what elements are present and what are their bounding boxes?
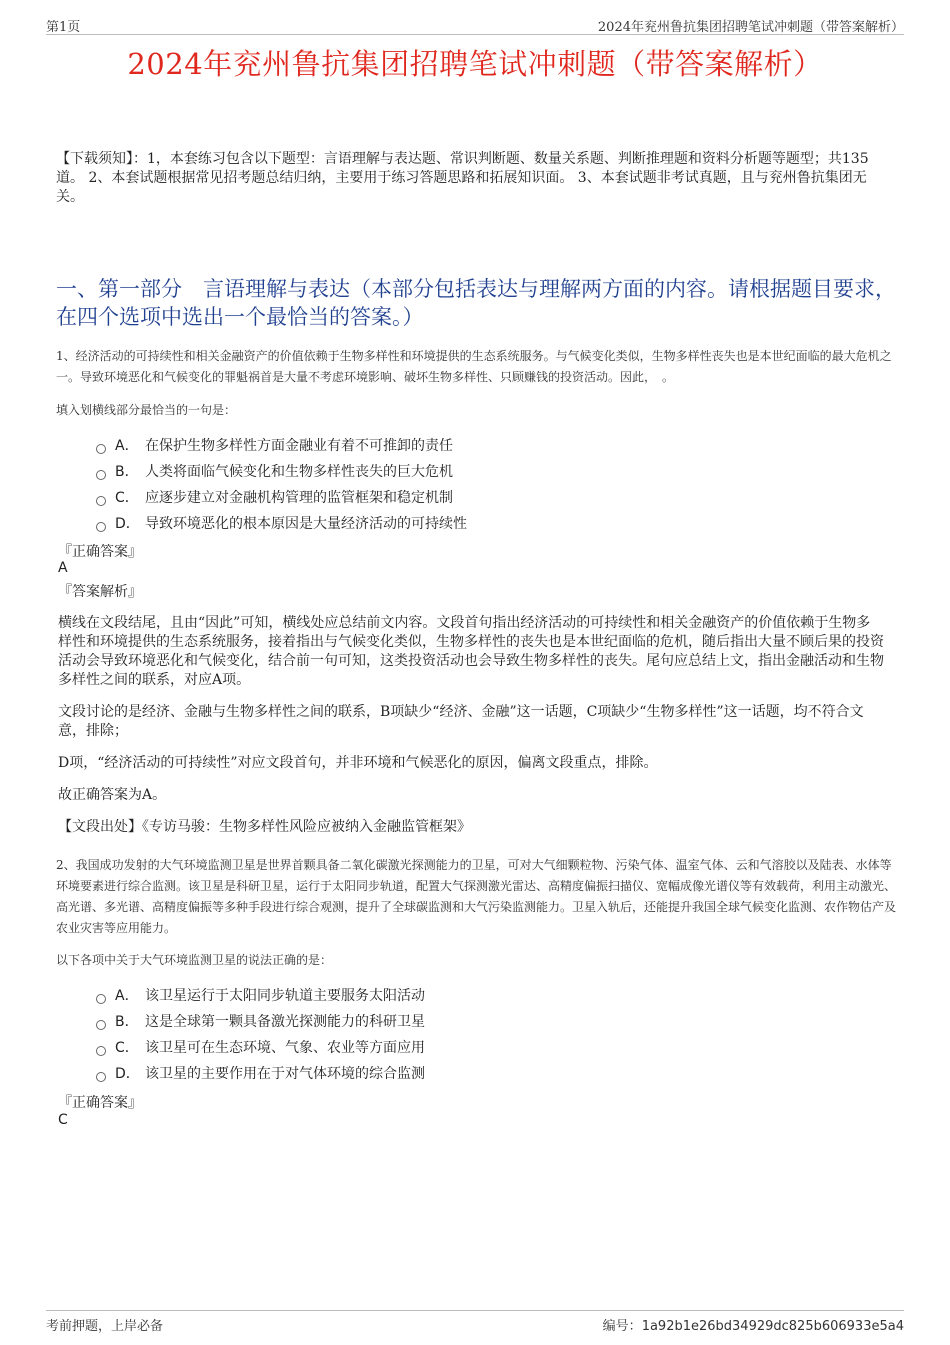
radio-icon[interactable]: [96, 1046, 106, 1056]
question-2-option-b[interactable]: B． 这是全球第一颗具备激光探测能力的科研卫星: [96, 1009, 425, 1035]
page-header: [46, 14, 904, 35]
question-1-option-b[interactable]: B． 人类将面临气候变化和生物多样性丧失的巨大危机: [96, 459, 467, 485]
question-2-answer-label: 『正确答案』: [58, 1095, 142, 1111]
download-notice: 【下载须知】：1，本套练习包含以下题型：言语理解与表达题、常识判断题、数量关系题、判断推理题和资料分析题等题型；共135道。 2、本套试题根据常见招考题总结归纳，主要用于练习答题思路和拓展知识面。 3、本套试题非考试真题，且与兖州鲁抗集团无关。: [56, 151, 869, 205]
question-1-option-c[interactable]: C． 应逐步建立对金融机构管理的监管框架和稳定机制: [96, 485, 467, 511]
question-2-prompt: 以下各项中关于大气环境监测卫星的说法正确的是：: [56, 953, 333, 967]
section-heading: 一、第一部分 言语理解与表达（本部分包括表达与理解两方面的内容。请根据题目要求，在四个选项中选出一个最恰当的答案。）: [56, 277, 896, 329]
radio-icon[interactable]: [96, 496, 106, 506]
radio-icon[interactable]: [96, 522, 106, 532]
question-2-option-a[interactable]: A． 该卫星运行于太阳同步轨道主要服务太阳活动: [96, 983, 425, 1009]
header-doc-title: 2024年兖州鲁抗集团招聘笔试冲刺题（带答案解析）: [597, 20, 904, 35]
analysis-paragraph: D项，“经济活动的可持续性”对应文段首句，并非环境和气候恶化的原因，偏离文段重点，排除。: [58, 755, 658, 771]
document-title: 2024年兖州鲁抗集团招聘笔试冲刺题（带答案解析）: [127, 47, 823, 81]
question-2-option-c[interactable]: C． 该卫星可在生态环境、气象、农业等方面应用: [96, 1035, 425, 1061]
document-code: 编号：1a92b1e26bd34929dc825b606933e5a4: [602, 1319, 904, 1334]
question-2-text: 2、我国成功发射的大气环境监测卫星是世界首颗具备二氧化碳激光探测能力的卫星，可对大气细颗粒物、污染气体、温室气体、云和气溶胶以及陆表、水体等环境要素进行综合监测。该卫星是科研卫星，运行于太阳同步轨道，配置大气探测激光雷达、高精度偏振扫描仪、宽幅成像光谱仪等有效载荷，利用主动激光、高光谱、多光谱、高精度偏振等多种手段进行综合观测，提升了全球碳监测和大气污染监测能力。卫星入轨后，还能提升我国全球气候变化监测、农作物估产及农业灾害等应用能力。: [56, 858, 897, 935]
question-1-prompt: 填入划横线部分最恰当的一句是：: [56, 403, 237, 417]
question-1-answer-label: 『正确答案』: [58, 544, 142, 560]
radio-icon[interactable]: [96, 1072, 106, 1082]
question-1-options: [96, 433, 467, 537]
question-1-analysis-label: 『答案解析』: [58, 584, 142, 600]
page-footer: [46, 1310, 904, 1333]
page-number: 第1页: [46, 20, 81, 35]
footer-slogan: 考前押题，上岸必备: [46, 1319, 164, 1334]
radio-icon[interactable]: [96, 444, 106, 454]
question-1-analysis: [58, 614, 884, 850]
analysis-paragraph: 文段讨论的是经济、金融与生物多样性之间的联系，B项缺少“经济、金融”这一话题，C项缺少“生物多样性”这一话题，均不符合文意，排除；: [58, 704, 864, 739]
question-1-option-a[interactable]: A． 在保护生物多样性方面金融业有着不可推卸的责任: [96, 433, 467, 459]
question-1-answer: A: [58, 560, 68, 576]
radio-icon[interactable]: [96, 1020, 106, 1030]
analysis-paragraph: 故正确答案为A。: [58, 787, 167, 803]
radio-icon[interactable]: [96, 470, 106, 480]
question-2-options: [96, 983, 425, 1087]
analysis-paragraph: 横线在文段结尾，且由“因此”可知，横线处应总结前文内容。文段首句指出经济活动的可持续性和相关金融资产的价值依赖于生物多样性和环境提供的生态系统服务，接着指出与气候变化类似，生物多样性的丧失也是本世纪面临的危机，随后指出大量不顾后果的投资活动会导致环境恶化和气候变化，结合前一句可知，这类投资活动也会导致生物多样性的丧失。尾句应总结上文，指出金融活动和生物多样性之间的联系，对应A项。: [58, 615, 884, 688]
source-citation: 【文段出处】《专访马骏：生物多样性风险应被纳入金融监管框架》: [58, 819, 471, 835]
question-1-text: 1、经济活动的可持续性和相关金融资产的价值依赖于生物多样性和环境提供的生态系统服务。与气候变化类似，生物多样性丧失也是本世纪面临的最大危机之一。导致环境恶化和气候变化的罪魁祸首是大量不考虑环境影响、破坏生物多样性、只顾赚钱的投资活动。因此， 。: [56, 349, 892, 384]
question-2-option-d[interactable]: D． 该卫星的主要作用在于对气体环境的综合监测: [96, 1061, 425, 1087]
radio-icon[interactable]: [96, 994, 106, 1004]
question-1-option-d[interactable]: D． 导致环境恶化的根本原因是大量经济活动的可持续性: [96, 511, 467, 537]
question-2-answer: C: [58, 1112, 68, 1128]
